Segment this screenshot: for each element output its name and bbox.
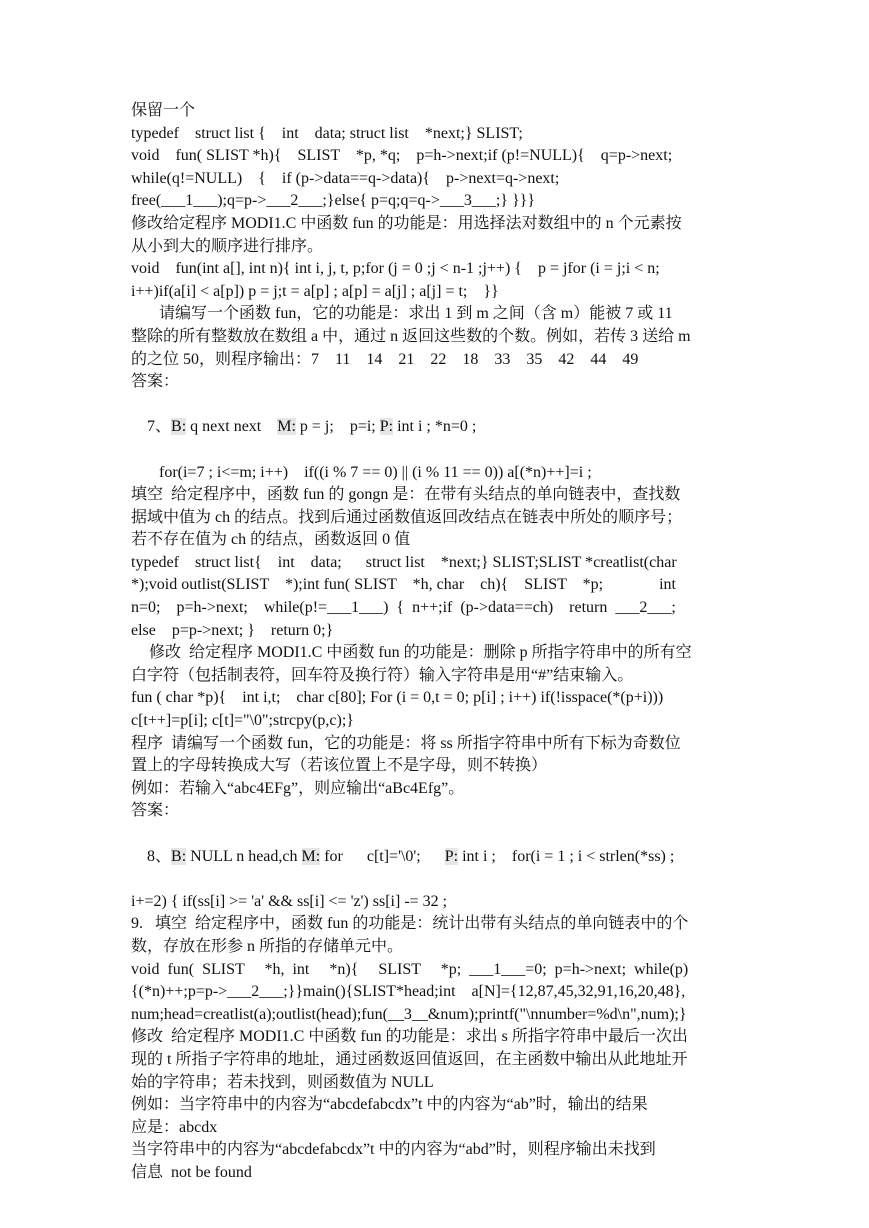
text-line: 始的字符串；若未找到，则函数值为 NULL bbox=[131, 1073, 434, 1091]
blank-tag: B: bbox=[171, 847, 187, 865]
blank-tag: B: bbox=[171, 418, 187, 436]
code-line: i+=2) { if(ss[i] >= 'a' && ss[i] <= 'z') ss[i] -= 32 ; bbox=[131, 892, 448, 910]
text-line: 例如：若输入“abc4EFg”，则应输出“aBc4Efg”。 bbox=[131, 779, 465, 797]
code-line: {(*n)++;p=p->___2___;}}main(){SLIST*head;int a[N]={12,87,45,32,91,16,20,48}, bbox=[131, 983, 686, 1001]
text-line: 修改 给定程序 MODI1.C 中函数 fun 的功能是：求出 s 所指字符串中最后一次出 bbox=[131, 1028, 688, 1046]
program-tag: P: bbox=[444, 847, 459, 865]
text-line: 例如：当字符串中的内容为“abcdefabcdx”t 中的内容为“ab”时，输出的结果 bbox=[131, 1096, 648, 1114]
text-line: 保留一个 bbox=[131, 102, 196, 119]
text-line: 若不存在值为 ch 的结点，函数返回 0 值 bbox=[131, 531, 411, 549]
answer-text: for c[t]='\0'; bbox=[320, 847, 445, 865]
code-line: typedef struct list { int data; struct list *next;} SLIST; bbox=[131, 124, 523, 142]
text-line: 9. 填空 给定程序中，函数 fun 的功能是：统计出带有头结点的单向链表中的个 bbox=[131, 915, 689, 933]
document-body bbox=[131, 100, 738, 1185]
text-line: 据域中值为 ch 的结点。找到后通过函数值返回改结点在链表中所处的顺序号； bbox=[131, 508, 683, 526]
code-line: while(q!=NULL) { if (p->data==q->data){ p->next=q->next; bbox=[131, 169, 560, 187]
code-line: for(i=7 ; i<=m; i++) if((i % 7 == 0) || (i % 11 == 0)) a[(*n)++]=i ; bbox=[159, 463, 592, 481]
code-line: c[t++]=p[i]; c[t]="\0";strcpy(p,c);} bbox=[131, 712, 354, 730]
answer-number: 8、 bbox=[147, 847, 172, 865]
text-line: 当字符串中的内容为“abcdefabcdx”t 中的内容为“abd”时，则程序输出未找到 bbox=[131, 1141, 656, 1159]
answer-label: 答案： bbox=[131, 802, 180, 820]
modify-tag: M: bbox=[301, 847, 321, 865]
text-line: 修改给定程序 MODI1.C 中函数 fun 的功能是：用选择法对数组中的 n 个元素按 bbox=[131, 214, 682, 232]
text-line: 信息 not be found bbox=[131, 1163, 252, 1181]
code-line: fun ( char *p){ int i,t; char c[80]; For (i = 0,t = 0; p[i] ; i++) if(!isspace(*(p+i))) bbox=[131, 689, 664, 707]
code-line: void fun( SLIST *h){ SLIST *p, *q; p=h->next;if (p!=NULL){ q=p->next; bbox=[131, 147, 673, 165]
answer-text: q next next bbox=[186, 418, 278, 436]
text-line: 程序 请编写一个函数 fun，它的功能是：将 ss 所指字符串中所有下标为奇数位 bbox=[131, 734, 681, 752]
text-line: 数，存放在形参 n 所指的存储单元中。 bbox=[131, 937, 404, 955]
text-line: 置上的字母转换成大写（若该位置上不是字母，则不转换） bbox=[131, 757, 548, 775]
code-line: n=0; p=h->next; while(p!=___1___) { n++;if (p->data==ch) return ___2___; bbox=[131, 599, 676, 617]
text-line: 现的 t 所指子字符串的地址，通过函数返回值返回，在主函数中输出从此地址开 bbox=[131, 1050, 688, 1068]
text-line: 填空 给定程序中，函数 fun 的 gongn 是：在带有头结点的单向链表中，查找数 bbox=[131, 486, 681, 504]
answer-text: int i ; *n=0 ; bbox=[393, 418, 477, 436]
answer-text: NULL n head,ch bbox=[186, 847, 302, 865]
code-line: void fun( SLIST *h, int *n){ SLIST *p; ___1___=0; p=h->next; while(p) bbox=[131, 960, 689, 978]
answer-line bbox=[131, 823, 738, 891]
text-line: 从小到大的顺序进行排序。 bbox=[131, 237, 324, 255]
answer-number: 7、 bbox=[147, 418, 172, 436]
code-line: i++)if(a[i] < a[p]) p = j;t = a[p] ; a[p] = a[j] ; a[j] = t; }} bbox=[131, 282, 499, 300]
answer-line bbox=[131, 394, 738, 462]
program-tag: P: bbox=[379, 418, 394, 436]
code-line: else p=p->next; } return 0;} bbox=[131, 621, 334, 639]
text-line: 白字符（包括制表符，回车符及换行符）输入字符串是用“#”结束输入。 bbox=[131, 666, 634, 684]
text-line: 应是：abcdx bbox=[131, 1118, 218, 1136]
answer-text: p = j; p=i; bbox=[295, 418, 380, 436]
answer-text: int i ; for(i = 1 ; i < strlen(*ss) ; bbox=[458, 847, 675, 865]
answer-label: 答案： bbox=[131, 373, 180, 391]
code-line: num;head=creatlist(a);outlist(head);fun(__3__&num);printf("\nnumber=%d\n",num);} bbox=[131, 1005, 687, 1023]
code-line: free(___1___);q=p->___2___;}else{ p=q;q=q->___3___;} }}} bbox=[131, 192, 536, 210]
code-line: *);void outlist(SLIST *);int fun( SLIST *h, char ch){ SLIST *p; int bbox=[131, 576, 676, 594]
text-line: 整除的所有整数放在数组 a 中，通过 n 返回这些数的个数。例如，若传 3 送给 m bbox=[131, 327, 691, 345]
text-line: 的之位 50，则程序输出：7 11 14 21 22 18 33 35 42 44 49 bbox=[131, 350, 639, 368]
text-line: 请编写一个函数 fun，它的功能是：求出 1 到 m 之间（含 m）能被 7 或 11 bbox=[159, 305, 673, 323]
text-line: 修改 给定程序 MODI1.C 中函数 fun 的功能是：删除 p 所指字符串中的所有空 bbox=[149, 644, 692, 662]
code-line: typedef struct list{ int data; struct list *next;} SLIST;SLIST *creatlist(char bbox=[131, 553, 677, 571]
modify-tag: M: bbox=[277, 418, 296, 436]
code-line: void fun(int a[], int n){ int i, j, t, p;for (j = 0 ;j < n-1 ;j++) { p = jfor (i = j;i < n; bbox=[131, 260, 660, 278]
